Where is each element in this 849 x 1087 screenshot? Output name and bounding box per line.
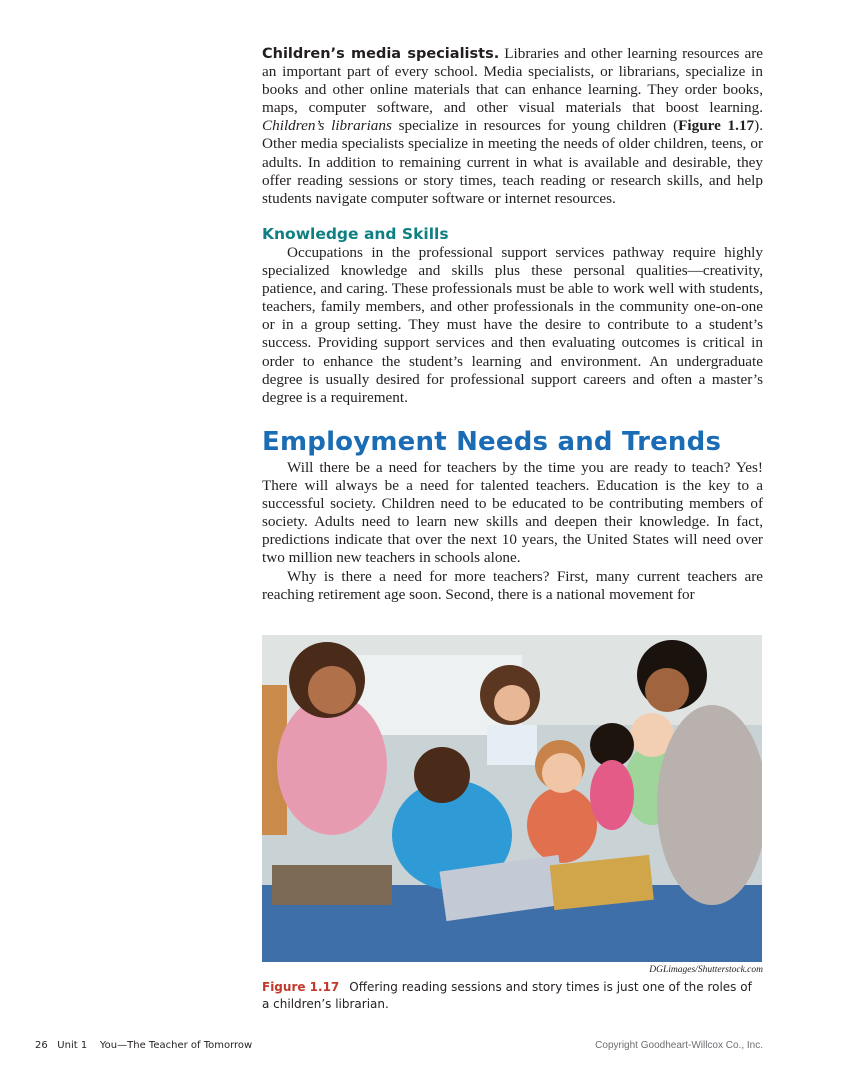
photo-illustration (262, 635, 762, 962)
page-footer (35, 1040, 252, 1051)
unit-title: You—The Teacher of Tomorrow (99, 1040, 253, 1051)
section-employment (262, 426, 763, 604)
section-knowledge-skills (262, 224, 763, 407)
caption-text: Offering reading sessions and story times is just one of the roles of a children’s librarian. (262, 980, 752, 1011)
unit-label: Unit 1 (57, 1040, 88, 1051)
lead-term: Children’s media specialists. (262, 46, 500, 62)
paragraph: Why is there a need for more teachers? First, many current teachers are reaching retirement age soon. Second, there is a national movement for (262, 567, 763, 603)
page-number: 26 (35, 1040, 48, 1051)
copyright: Copyright Goodheart-Willcox Co., Inc. (595, 1040, 763, 1051)
paragraph: Children’s media specialists. Libraries and other learning resources are an important part of every school. Media specialists, or librarians, specialize in books and other online materials that can enhance learning. They order books, maps, computer software, and other visual materials that boost learning. Children’s librarians specialize in resources for young children (Figure 1.17). Other media specialists specialize in meeting the needs of older children, teens, or adults. In addition to remaining current in what is available and desirable, they offer reading sessions or story times, teach reading or research skills, and help students navigate computer software or internet resources. (262, 45, 763, 207)
figure-label: Figure 1.17 (262, 980, 340, 994)
figure-caption (262, 979, 762, 1013)
figure-photo (262, 635, 762, 962)
section-title: Employment Needs and Trends (262, 427, 722, 457)
paragraph: Will there be a need for teachers by the time you are ready to teach? Yes! There will always be a need for talented teachers. Education is the key to a successful society. Children need to be educated to be contributing members of society. Adults need to learn new skills and deepen their knowledge. In fact, predictions indicate that over the next 10 years, the United States will need over two million new teachers in schools alone. (262, 459, 763, 567)
italic-term: Children’s librarians (262, 117, 392, 135)
section-heading: Knowledge and Skills (262, 225, 449, 243)
figure-reference: Figure 1.17 (678, 117, 755, 135)
section-media-specialists (262, 45, 763, 208)
paragraph: Occupations in the professional support services pathway require highly specialized knowledge and skills plus these personal qualities—creativity, patience, and caring. These professionals must be able to work well with students, teachers, family members, and other professionals in the community one-on-one or in a group setting. They must have the desire to contribute to a student’s success. Providing support services and then evaluating outcomes is critical in order to enhance the student’s learning and environment. An undergraduate degree is usually desired for professional support careers and often a master’s degree is a requirement. (262, 244, 763, 406)
photo-credit: DGLimages/Shutterstock.com (649, 965, 763, 975)
